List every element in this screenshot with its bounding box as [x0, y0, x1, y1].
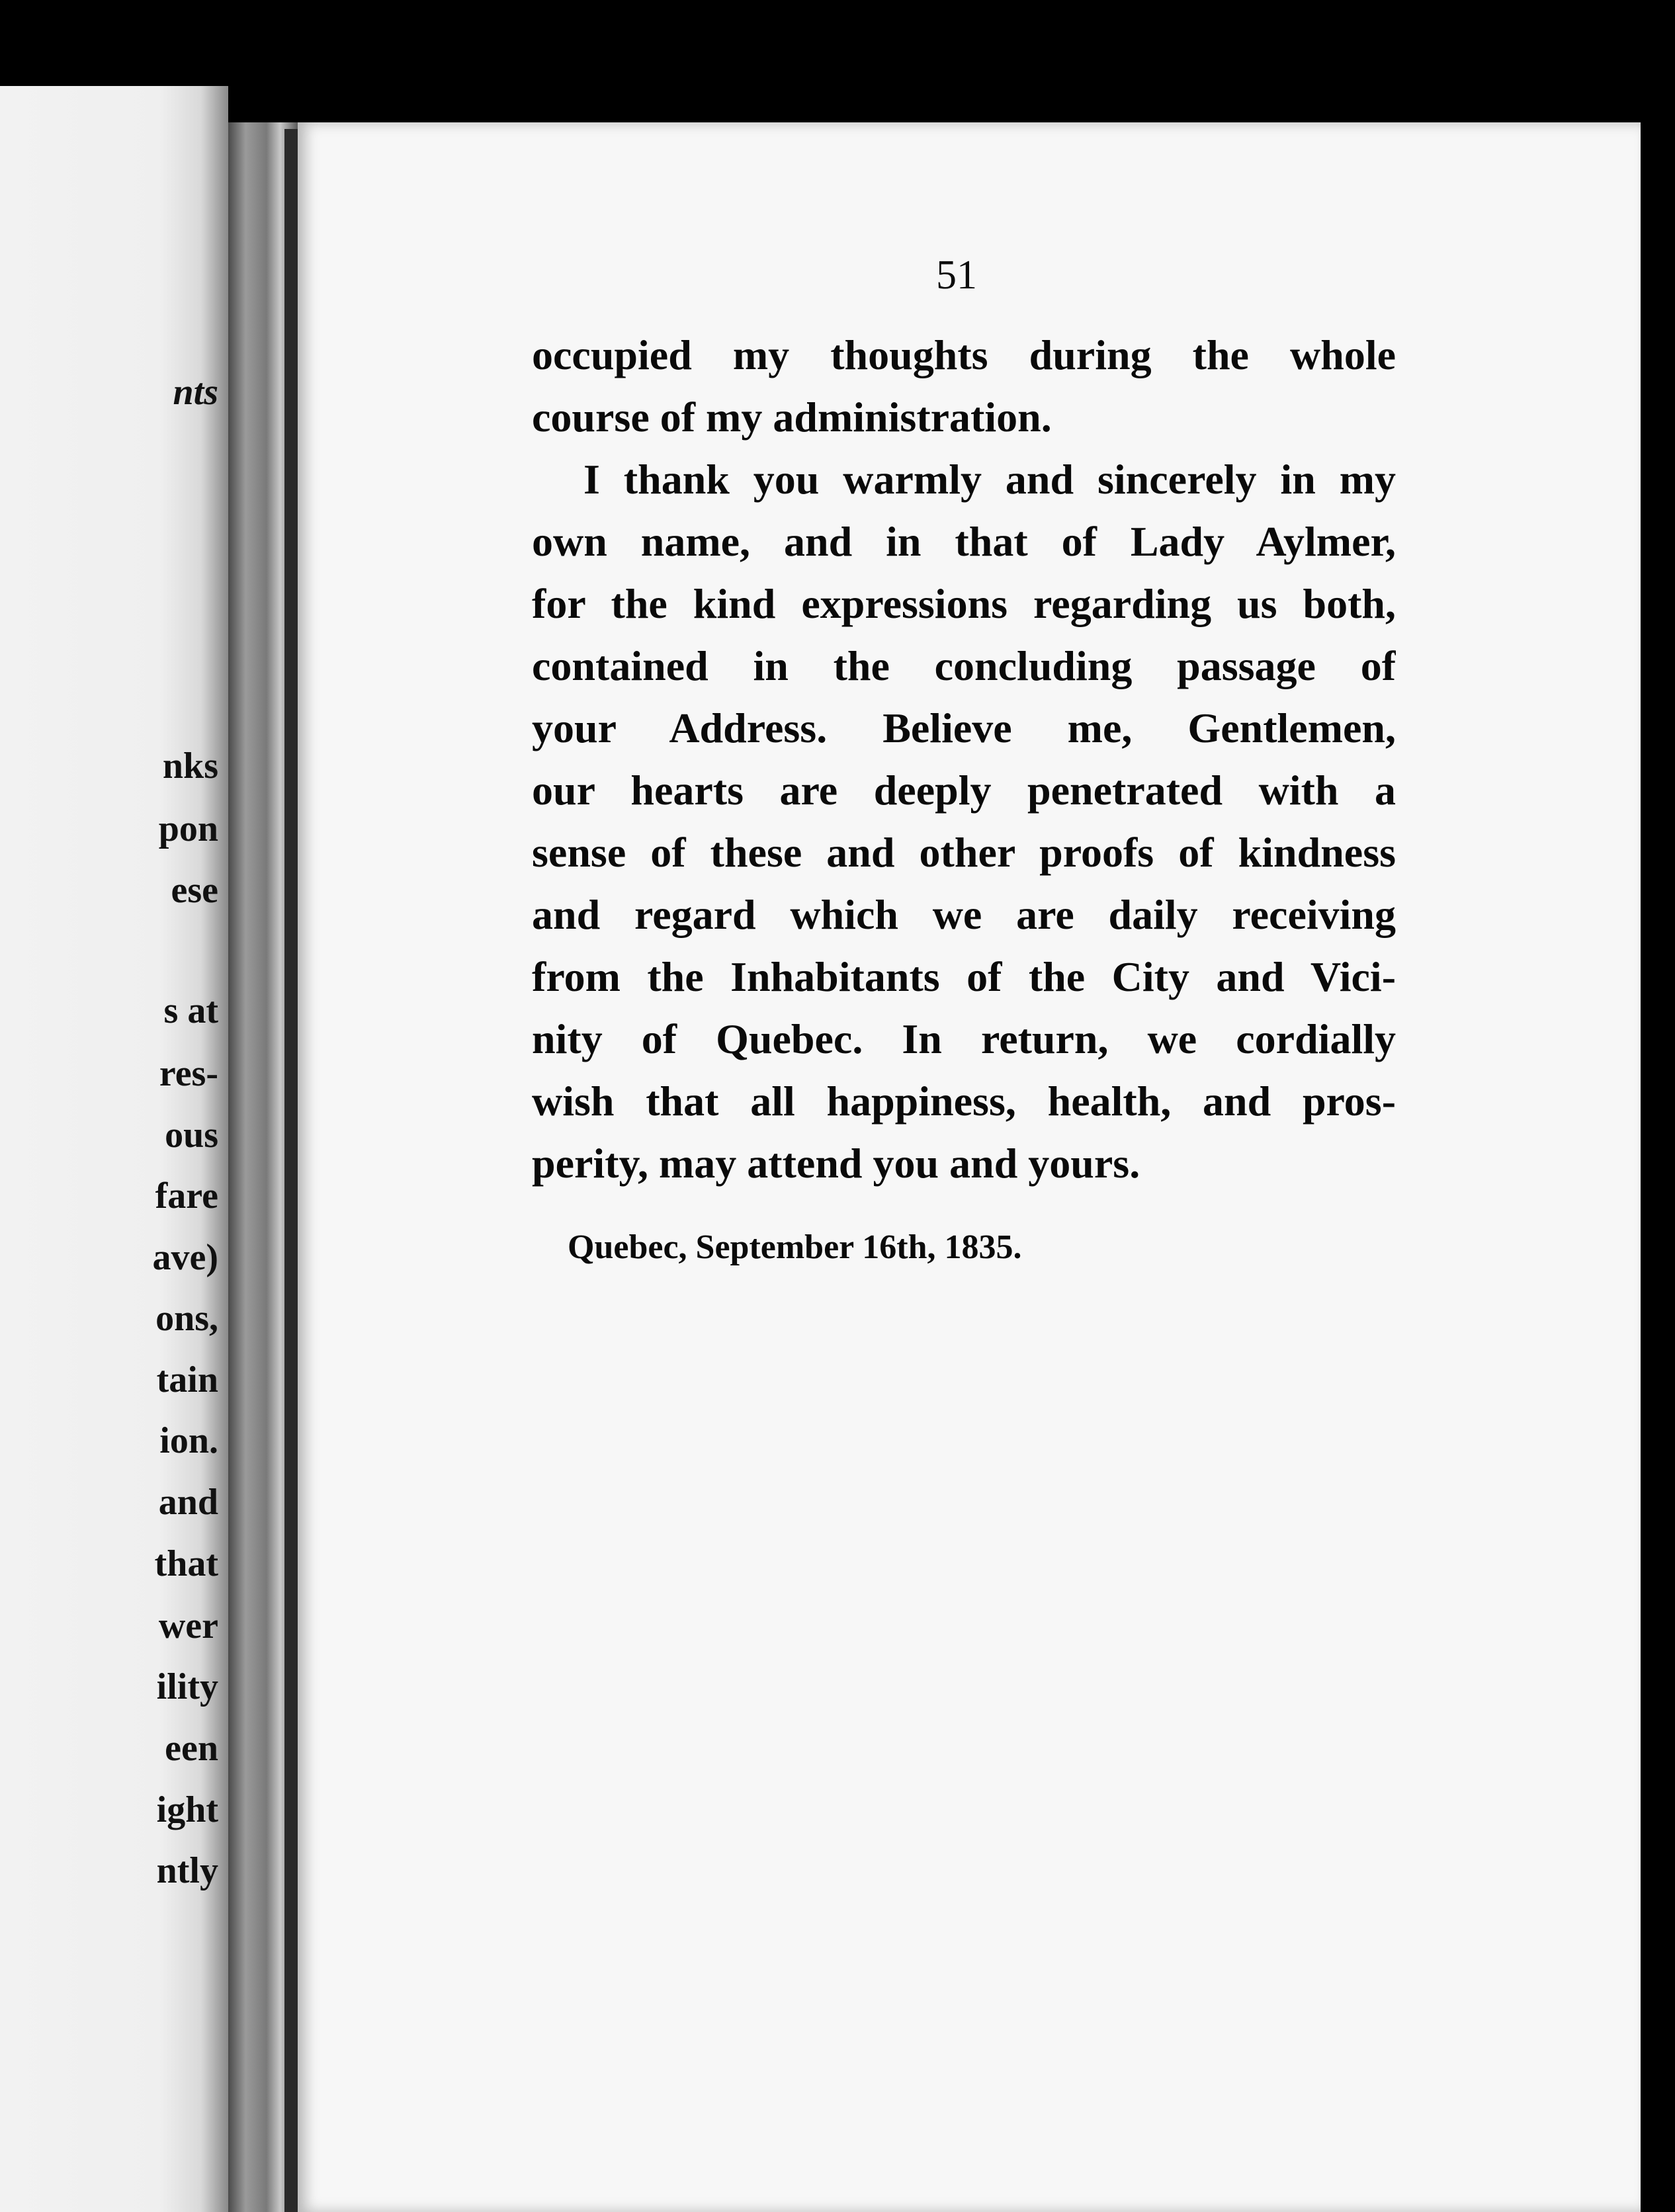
left-page-line: wer: [158, 1605, 218, 1646]
text-line: our hearts are deeply penetrated with a: [532, 767, 1396, 814]
binding-shadow: [284, 129, 298, 2212]
left-page-line: nts: [173, 372, 218, 413]
left-page-line: ons,: [155, 1298, 218, 1339]
left-page-line: nks: [162, 745, 218, 787]
text-line: occupied my thoughts during the whole: [532, 331, 1396, 378]
body-text: [532, 324, 1396, 1195]
left-page: [0, 86, 228, 2212]
text-line: sense of these and other proofs of kindness: [532, 829, 1396, 876]
left-page-line: ility: [156, 1666, 218, 1707]
left-page-line: ight: [156, 1789, 218, 1830]
text-line: perity, may attend you and yours.: [532, 1140, 1140, 1187]
left-page-line: s at: [163, 990, 218, 1031]
text-line: own name, and in that of Lady Aylmer,: [532, 518, 1396, 565]
left-page-line: and: [158, 1482, 218, 1523]
text-line: wish that all happiness, health, and pros-: [532, 1078, 1396, 1125]
left-page-line: ave): [152, 1237, 218, 1278]
text-line: course of my administration.: [532, 394, 1052, 441]
left-page-line: that: [154, 1543, 218, 1584]
text-line: your Address. Believe me, Gentlemen,: [532, 704, 1396, 751]
text-line: for the kind expressions regarding us both,: [532, 580, 1396, 627]
left-page-line: ese: [171, 870, 218, 911]
text-line: from the Inhabitants of the City and Vici-: [532, 953, 1396, 1000]
text-line: contained in the concluding passage of: [532, 642, 1396, 689]
left-page-line: ntly: [156, 1850, 218, 1891]
left-page-line: res-: [159, 1053, 218, 1094]
left-page-line: fare: [155, 1175, 218, 1216]
text-line: and regard which we are daily receiving: [532, 891, 1396, 938]
left-page-line: ion.: [159, 1420, 218, 1461]
page-number: 51: [936, 253, 977, 298]
text-line: nity of Quebec. In return, we cordially: [532, 1015, 1396, 1062]
signature-dateline: Quebec, September 16th, 1835.: [568, 1228, 1022, 1266]
left-page-line: ous: [165, 1115, 218, 1156]
left-page-line: tain: [156, 1359, 218, 1400]
left-page-line: een: [165, 1728, 218, 1769]
text-line: I thank you warmly and sincerely in my: [583, 456, 1396, 503]
left-page-line: pon: [158, 808, 218, 849]
